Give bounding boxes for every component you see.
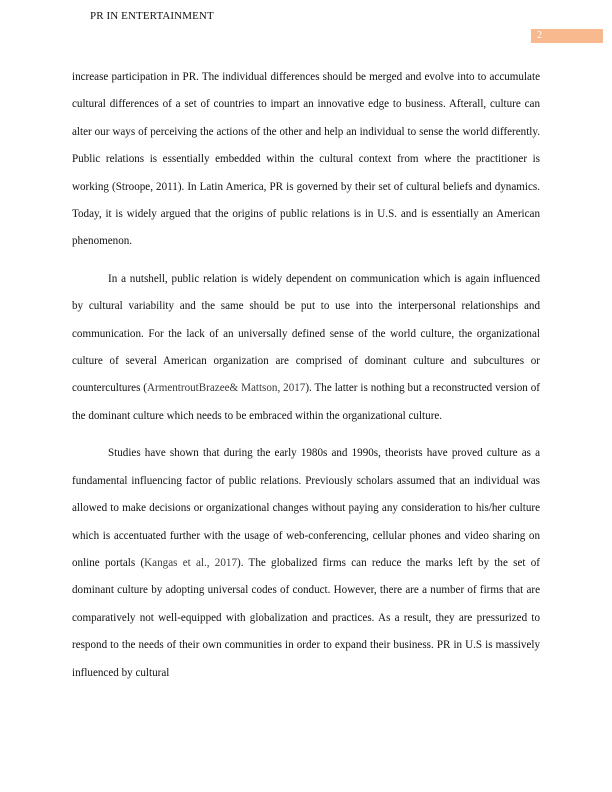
paragraph-2 [72, 266, 540, 430]
paragraph-2-text-before: In a nutshell, public relation is widely dependent on communication which is again influenced by cultural variability and the same should be put to use into the interpersonal relationships and communication. For the lack of an universally defined sense of the world culture, the organizational culture of several American organization are comprised of dominant culture and subcultures or countercultures ( [72, 272, 540, 395]
paragraph-3 [72, 440, 540, 687]
paragraph-1: increase participation in PR. The individual differences should be merged and evolve into to accumulate cultural differences of a set of countries to impart an innovative edge to business. Afterall, culture can alter our ways of perceiving the actions of the other and help an individual to sense the world differently. Public relations is essentially embedded within the cultural context from where the practitioner is working (Stroope, 2011). In Latin America, PR is governed by their set of cultural beliefs and dynamics. Today, it is widely argued that the origins of public relations is in U.S. and is essentially an American phenomenon. [72, 71, 540, 248]
citation-armentrout: ArmentroutBrazee& Mattson, 2017 [147, 382, 306, 395]
page-number-bar [531, 29, 603, 43]
citation-kangas: Kangas et al., 2017 [144, 556, 237, 569]
body-text [72, 64, 540, 687]
paragraph-2-text-after: ). The latter is nothing but a reconstructed version of the dominant culture which needs to be embraced within the organizational culture. [72, 382, 540, 422]
paragraph-3-text-before: Studies have shown that during the early 1980s and 1990s, theorists have proved culture as a fundamental influencing factor of public relations. Previously scholars assumed that an individual was allowed to make decisions or organizational changes without paying any consideration to his/her culture which is accentuated further with the usage of web-conferencing, cellular phones and video sharing on online portals ( [72, 447, 540, 569]
page-number: 2 [537, 30, 542, 41]
running-head: PR IN ENTERTAINMENT [90, 10, 214, 22]
paragraph-3-text-after: ). The globalized firms can reduce the marks left by the set of dominant culture by adopting universal codes of conduct. However, there are a number of firms that are comparatively not well-equipped with globalization and practices. As a result, they are pressurized to respond to the needs of their own communities in order to expand their business. PR in U.S is massively influenced by cultural [72, 556, 540, 679]
